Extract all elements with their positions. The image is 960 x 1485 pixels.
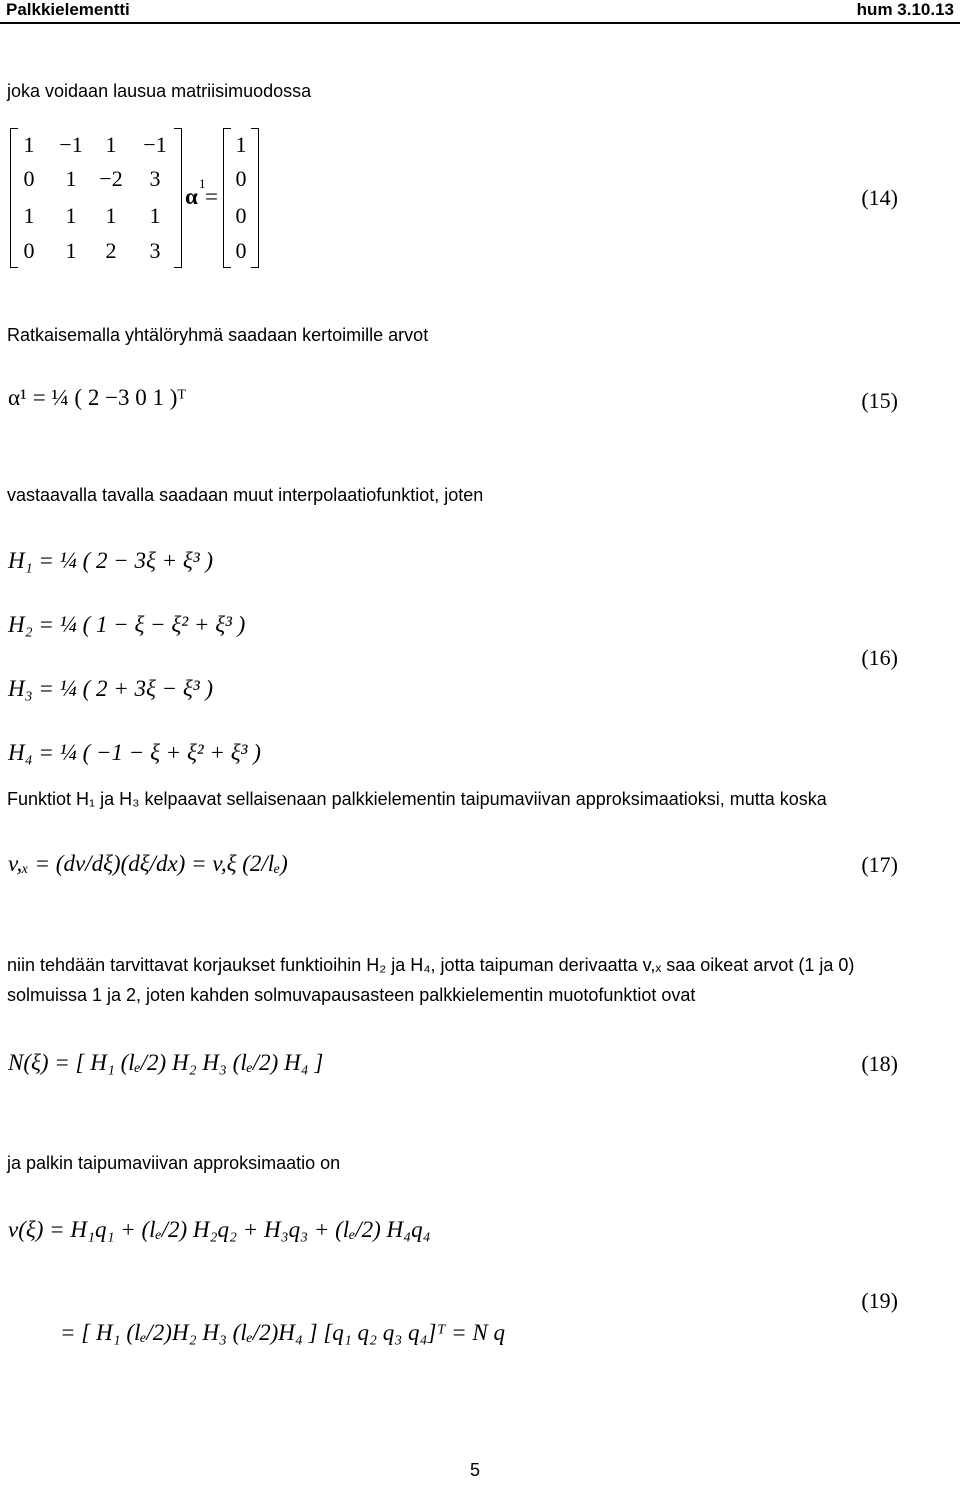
alpha-symbol: α [185,184,198,209]
equation-16-line-2: H₂ = ¼ ( 1 − ξ − ξ² + ξ³ ) [8,612,246,637]
equation-number: (18) [861,1051,898,1076]
header-title: Palkkielementti [6,0,130,19]
paragraph-corrections-line-1: niin tehdään tarvittavat korjaukset funktioihin H₂ ja H₄, jotta taipuman derivaatta v,ₓ saa oikeat arvot (1 ja 0) [7,955,855,975]
matrix-cell: −2 [99,166,123,191]
equation-17: v,ₓ = (dv/dξ)(dξ/dx) = v,ξ (2/lₑ) [8,851,288,876]
equation-number: (16) [861,645,898,670]
matrix-cell: 3 [149,238,161,263]
equation-number: (15) [861,388,898,413]
header-rule [0,22,960,24]
vector-cell: 1 [235,132,247,157]
matrix-cell: 0 [23,238,35,263]
matrix-cell: 1 [65,238,77,263]
equation-number: (19) [861,1288,898,1313]
equals-sign: = [205,184,218,209]
vector-cell: 0 [235,238,247,263]
matrix-cell: −1 [59,132,83,157]
page-header [0,0,960,20]
equation-number: (17) [861,852,898,877]
matrix-cell: 1 [149,203,161,228]
matrix-cell: 1 [105,132,117,157]
paragraph-interpolation: vastaavalla tavalla saadaan muut interpolaatiofunktiot, joten [7,485,484,505]
equation-16-line-1: H₁ = ¼ ( 2 − 3ξ + ξ³ ) [8,548,214,573]
matrix-cell: 1 [23,203,35,228]
vector-cell: 0 [235,166,247,191]
equation-19-line-1: v(ξ) = H₁q₁ + (lₑ/2) H₂q₂ + H₃q₃ + (lₑ/2) H₄q₄ [8,1217,431,1242]
equation-16-line-4: H₄ = ¼ ( −1 − ξ + ξ² + ξ³ ) [8,740,261,765]
matrix-cell: 1 [23,132,35,157]
paragraph-solve: Ratkaisemalla yhtälöryhmä saadaan kertoimille arvot [7,325,429,345]
matrix-cell: 3 [149,166,161,191]
matrix-cell: 2 [105,238,117,263]
matrix-cell: 0 [23,166,35,191]
alpha-superscript: 1 [199,176,206,191]
header-author-date: hum 3.10.13 [856,0,954,19]
matrix-cell: 1 [105,203,117,228]
matrix-cell: −1 [143,132,167,157]
matrix-cell: 1 [65,203,77,228]
equation-16-line-3: H₃ = ¼ ( 2 + 3ξ − ξ³ ) [8,676,214,701]
paragraph-intro-matrix: joka voidaan lausua matriisimuodossa [7,81,312,101]
page-number: 5 [470,1460,481,1480]
paragraph-functions: Funktiot H₁ ja H₃ kelpaavat sellaisenaan palkkielementin taipumaviivan approksimaatioksi, mutta koska [7,789,827,809]
paragraph-corrections-line-2: solmuissa 1 ja 2, joten kahden solmuvapausasteen palkkielementin muotofunktiot ovat [7,985,696,1005]
equation-19-line-2: = [ H₁ (lₑ/2)H₂ H₃ (lₑ/2)H₄ ] [q₁ q₂ q₃ q₄]ᵀ = N q [60,1320,505,1345]
matrix-cell: 1 [65,166,77,191]
equation-18: N(ξ) = [ H₁ (lₑ/2) H₂ H₃ (lₑ/2) H₄ ] [8,1050,324,1075]
equation-number: (14) [861,185,898,210]
equation-15: α¹ = ¼ ( 2 −3 0 1 )ᵀ [8,385,186,410]
vector-cell: 0 [235,203,247,228]
paragraph-approximation: ja palkin taipumaviivan approksimaatio on [7,1153,341,1173]
